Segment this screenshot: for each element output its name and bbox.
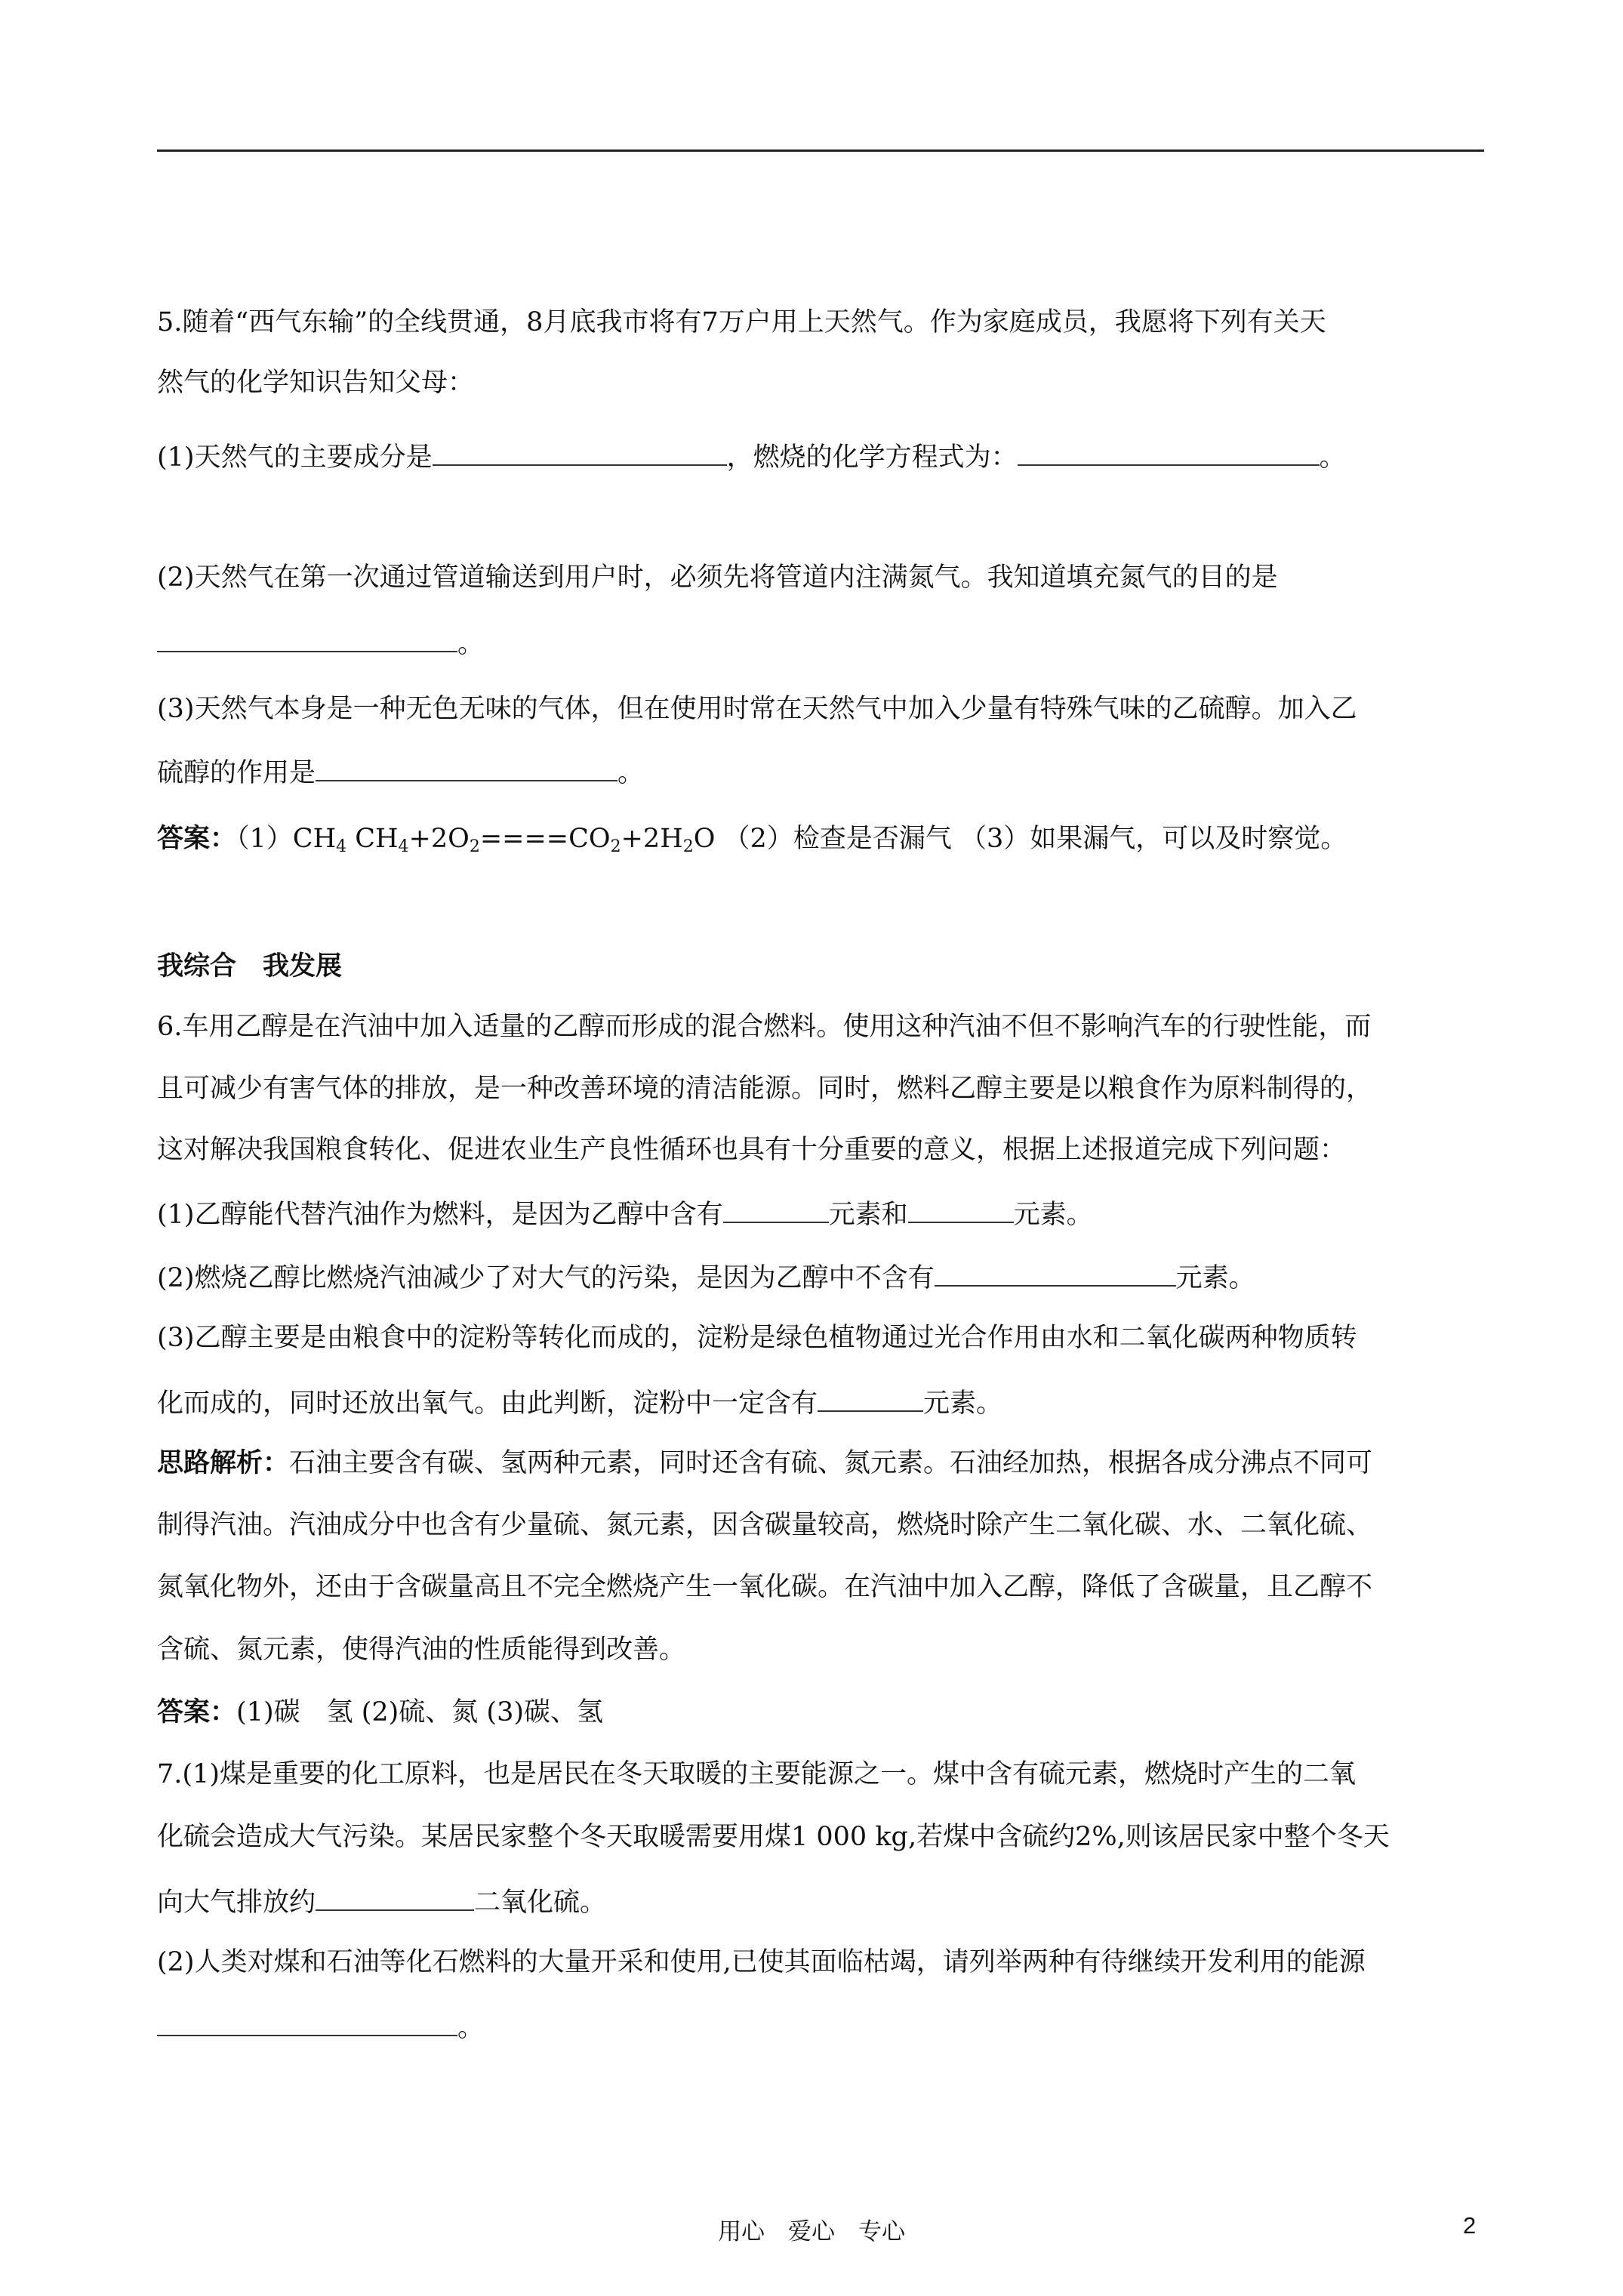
q6-part1-end: 元素。 [1013, 1200, 1093, 1230]
answer-text: O （2）检查是否漏气 （3）如果漏气，可以及时察觉。 [693, 824, 1347, 854]
q6-part3-text: 化而成的，同时还放出氧气。由此判断，淀粉中一定含有 [157, 1388, 818, 1419]
q5-part3: (3)天然气本身是一种无色无味的气体，但在使用时常在天然气中加入少量有特殊气味的乙硫醇。加入乙 [157, 694, 1357, 724]
q5-part1-text2: ，燃烧的化学方程式为： [726, 442, 1018, 473]
q6-part1-text: (1)乙醇能代替汽油作为燃料，是因为乙醇中含有 [157, 1200, 723, 1230]
answer-label: 答案： [157, 1697, 237, 1727]
answer-blank[interactable] [908, 1199, 1014, 1223]
q6-answer [157, 1699, 603, 1726]
q5-part3-text: 硫醇的作用是 [157, 758, 316, 788]
q5-part3-line2 [157, 757, 644, 787]
q5-part1 [157, 442, 1346, 471]
page-number: 2 [1463, 2212, 1477, 2239]
q6-part3: (3)乙醇主要是由粮食中的淀粉等转化而成的，淀粉是绿色植物通过光合作用由水和二氧化碳两种物质转 [157, 1323, 1357, 1353]
answer-blank[interactable] [433, 442, 727, 466]
answer-text: ====CO [479, 824, 611, 854]
q7-line2: 化硫会造成大气污染。某居民家整个冬天取暖需要用煤1 000 kg,若煤中含硫约2%,则该居民家中整个冬天 [157, 1822, 1390, 1852]
footer-text: 用心 爱心 专心 [718, 2218, 905, 2245]
q6-part1-text2: 元素和 [828, 1200, 908, 1230]
q6-line2: 且可减少有害气体的排放，是一种改善环境的清洁能源。同时，燃料乙醇主要是以粮食作为原料制得的， [157, 1074, 1373, 1104]
q7-line3 [157, 1887, 606, 1916]
q5-answer [157, 823, 1347, 856]
q6-part3-end: 元素。 [923, 1388, 1003, 1419]
answer-blank[interactable] [157, 2012, 457, 2036]
q6-part1 [157, 1199, 1093, 1228]
q6-part2 [157, 1262, 1255, 1292]
q6-part2-text: (2)燃烧乙醇比燃烧汽油减少了对大气的污染，是因为乙醇中不含有 [157, 1263, 935, 1293]
q7-line1: 7.(1)煤是重要的化工原料，也是居民在冬天取暖的主要能源之一。煤中含有硫元素，燃烧时产生的二氧 [157, 1759, 1356, 1789]
q6-analysis-4: 含硫、氮元素，使得汽油的性质能得到改善。 [157, 1635, 686, 1665]
answer-text: （1）CH [236, 824, 337, 854]
q5-line2: 然气的化学知识告知父母： [157, 368, 475, 398]
subscript: 4 [398, 837, 409, 856]
answer-text: +2O [408, 824, 470, 854]
answer-blank[interactable] [818, 1388, 923, 1412]
q6-analysis-3: 氮氧化物外，还由于含碳量高且不完全燃烧产生一氧化碳。在汽油中加入乙醇，降低了含碳量，且乙醇不 [157, 1572, 1373, 1602]
section-title: 我综合 我发展 [157, 951, 343, 982]
q6-part3-line2 [157, 1388, 1002, 1417]
q5-part1-text: (1)天然气的主要成分是 [157, 442, 433, 473]
analysis-text: 石油主要含有碳、氢两种元素，同时还含有硫、氮元素。石油经加热，根据各成分沸点不同可 [289, 1448, 1373, 1478]
q5-part2: (2)天然气在第一次通过管道输送到用户时，必须先将管道内注满氮气。我知道填充氮气的目的是 [157, 562, 1278, 593]
q7-part2-blank-line [157, 2012, 484, 2042]
q5-part3-end: 。 [617, 758, 645, 788]
q5-part2-blank-line [157, 628, 484, 658]
analysis-label: 思路解析： [157, 1447, 290, 1478]
subscript: 2 [610, 837, 621, 856]
answer-blank[interactable] [316, 1887, 474, 1911]
answer-blank[interactable] [723, 1199, 829, 1223]
q7-part2: (2)人类对煤和石油等化石燃料的大量开采和使用,已使其面临枯竭，请列举两种有待继续开发利用的能源 [157, 1947, 1366, 1977]
subscript: 2 [682, 837, 694, 856]
subscript: 4 [336, 837, 347, 856]
answer-blank[interactable] [316, 757, 617, 781]
q6-line1: 6.车用乙醇是在汽油中加入适量的乙醇而形成的混合燃料。使用这种汽油不但不影响汽车的行驶性能，而 [157, 1012, 1372, 1042]
answer-label: 答案： [157, 823, 237, 854]
q6-analysis-2: 制得汽油。汽油成分中也含有少量硫、氮元素，因含碳量较高，燃烧时除产生二氧化碳、水、二氧化硫、 [157, 1510, 1373, 1540]
q5-part2-end: 。 [457, 629, 485, 659]
answer-blank[interactable] [935, 1262, 1176, 1287]
answer-text: (1)碳 氢 (2)硫、氮 (3)碳、氢 [236, 1697, 604, 1727]
q5-part1-end: 。 [1319, 442, 1346, 473]
q5-line1: 5.随着“西气东输”的全线贯通，8月底我市将有7万户用上天然气。作为家庭成员，我愿将下列有关天 [157, 307, 1326, 337]
answer-blank[interactable] [1018, 442, 1320, 466]
q6-analysis [157, 1447, 1373, 1478]
q7-line3-end: 二氧化硫。 [474, 1888, 607, 1918]
q6-part2-end: 元素。 [1175, 1263, 1255, 1293]
header-rule [157, 149, 1484, 152]
answer-text: CH [346, 824, 399, 854]
q7-part2-end: 。 [457, 2013, 485, 2043]
answer-text: +2H [621, 824, 683, 854]
q7-line3-text: 向大气排放约 [157, 1888, 316, 1918]
answer-blank[interactable] [157, 628, 457, 652]
q6-line3: 这对解决我国粮食转化、促进农业生产良性循环也具有十分重要的意义，根据上述报道完成下列问题： [157, 1135, 1347, 1165]
subscript: 2 [469, 837, 480, 856]
